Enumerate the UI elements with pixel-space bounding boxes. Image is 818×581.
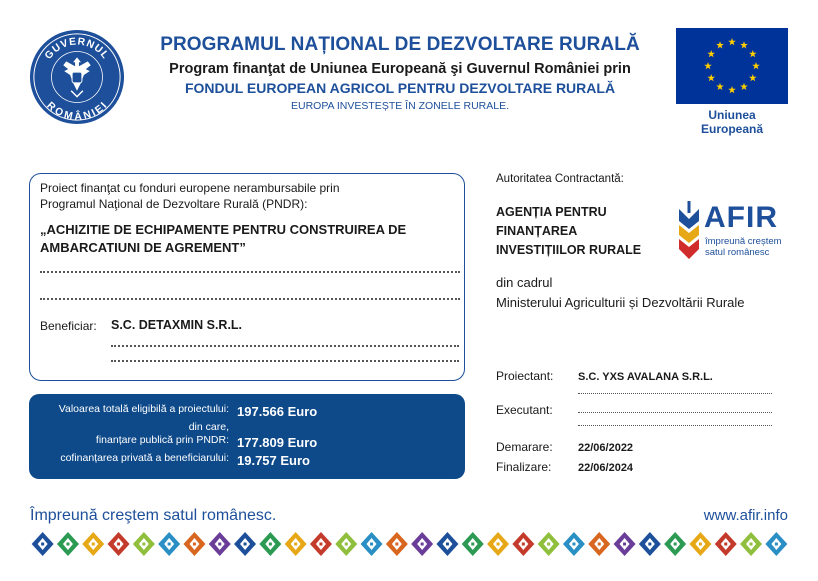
agency-line1: AGENȚIA PENTRU [496,205,607,219]
program-title: PROGRAMUL NAȚIONAL DE DEZVOLTARE RURALĂ [160,34,640,55]
public-funding-value: 177.809 Euro [237,435,318,450]
motif-diamond-icon [715,532,737,556]
motif-diamond-icon [765,532,787,556]
fund-name: FONDUL EUROPEAN AGRICOL PENTRU DEZVOLTARE RURALĂ [184,80,616,96]
authority-label: Autoritatea Contractantă: [496,173,624,185]
motif-diamond-icon [639,532,661,556]
finalizare-label: Finalizare: [496,460,552,474]
project-title-line1: „ACHIZITIE DE ECHIPAMENTE PENTRU CONSTRUIREA DE [40,222,407,237]
project-title-line2: AMBARCATIUNI DE AGREMENT” [40,240,246,255]
finalizare-value: 22/06/2024 [578,462,634,474]
din-cadrul: din cadrul [496,275,553,290]
motif-diamond-icon [183,532,205,556]
motif-diamond-icon [361,532,383,556]
private-cofinancing-label: cofinanțarea privată a beneficiarului: [60,452,229,464]
agency-line3: INVESTIȚIILOR RURALE [496,243,642,257]
demarare-value: 22/06/2022 [578,442,634,454]
proiectant-value: S.C. YXS AVALANA S.R.L. [578,371,713,383]
dotted-line [578,424,772,426]
beneficiary-label: Beneficiar: [40,319,97,333]
agency-line2: FINANȚAREA [496,224,578,238]
motif-diamond-icon [386,532,408,556]
motif-diamond-icon [462,532,484,556]
motif-diamond-icon [209,532,231,556]
total-value: 197.566 Euro [237,404,318,419]
motif-diamond-icon [259,532,281,556]
dotted-line [111,345,459,347]
dotted-line [40,298,460,300]
motif-diamond-icon [538,532,560,556]
motif-diamond-icon [664,532,686,556]
afir-logo-text: AFIR [704,201,778,234]
eu-label: Uniunea Europeană [700,108,763,136]
motif-diamond-icon [285,532,307,556]
project-intro-line1: Proiect finanţat cu fonduri europene nerambursabile prin [40,181,340,195]
motif-diamond-icon [436,532,458,556]
dotted-line [40,271,460,273]
eu-flag-icon [676,28,788,104]
dotted-line [578,411,772,413]
motif-diamond-icon [133,532,155,556]
motif-diamond-icon [588,532,610,556]
project-info-box [29,173,465,381]
motif-diamond-icon [234,532,256,556]
motif-diamond-icon [740,532,762,556]
demarare-label: Demarare: [496,440,553,454]
motif-diamond-icon [108,532,130,556]
footer-slogan: Împreună creştem satul românesc. [30,507,277,524]
ministry-name: Ministerului Agriculturii și Dezvoltării Rurale [496,295,745,310]
motif-diamond-icon [310,532,332,556]
motif-diamond-icon [335,532,357,556]
proiectant-label: Proiectant: [496,369,554,383]
executant-label: Executant: [496,403,553,417]
project-intro-line2: Programul Naţional de Dezvoltare Rurală (PNDR): [40,197,308,211]
private-cofinancing-value: 19.757 Euro [237,453,310,468]
seal-bottom-text: ROMÂNIEI [44,100,110,123]
dotted-line [578,392,772,394]
motif-diamond-icon [689,532,711,556]
motif-diamond-icon [563,532,585,556]
motif-diamond-icon [487,532,509,556]
header [140,33,660,115]
project-title [40,221,460,257]
project-values-box [29,394,465,479]
motif-diamond-icon [512,532,534,556]
afir-slogan [705,236,782,258]
total-value-label: Valoarea totală eligibilă a proiectului: [58,403,229,415]
europe-slogan: EUROPA INVESTEȘTE ÎN ZONELE RURALE. [290,100,510,112]
agency-name [496,203,676,260]
afir-slogan-line2: satul românesc [705,247,770,258]
traditional-motif-border [30,531,788,557]
program-subtitle: Program finanţat de Uniunea Europeană şi Guvernul României prin [169,61,631,77]
footer-url[interactable]: www.afir.info [703,507,788,524]
motif-diamond-icon [411,532,433,556]
public-funding-label: finanțare publică prin PNDR: [95,434,229,446]
beneficiary-value: S.C. DETAXMIN S.R.L. [111,318,243,332]
motif-diamond-icon [82,532,104,556]
romanian-government-seal [28,28,126,126]
motif-diamond-icon [158,532,180,556]
afir-slogan-line1: împreună creștem [705,236,782,247]
dotted-line [111,360,459,362]
afir-emblem-icon [676,199,702,263]
din-care-label: din care, [188,421,229,433]
seal-top-text: GUVERNUL [43,36,111,62]
motif-diamond-icon [32,532,54,556]
motif-diamond-icon [57,532,79,556]
motif-diamond-icon [614,532,636,556]
project-intro [40,180,450,212]
